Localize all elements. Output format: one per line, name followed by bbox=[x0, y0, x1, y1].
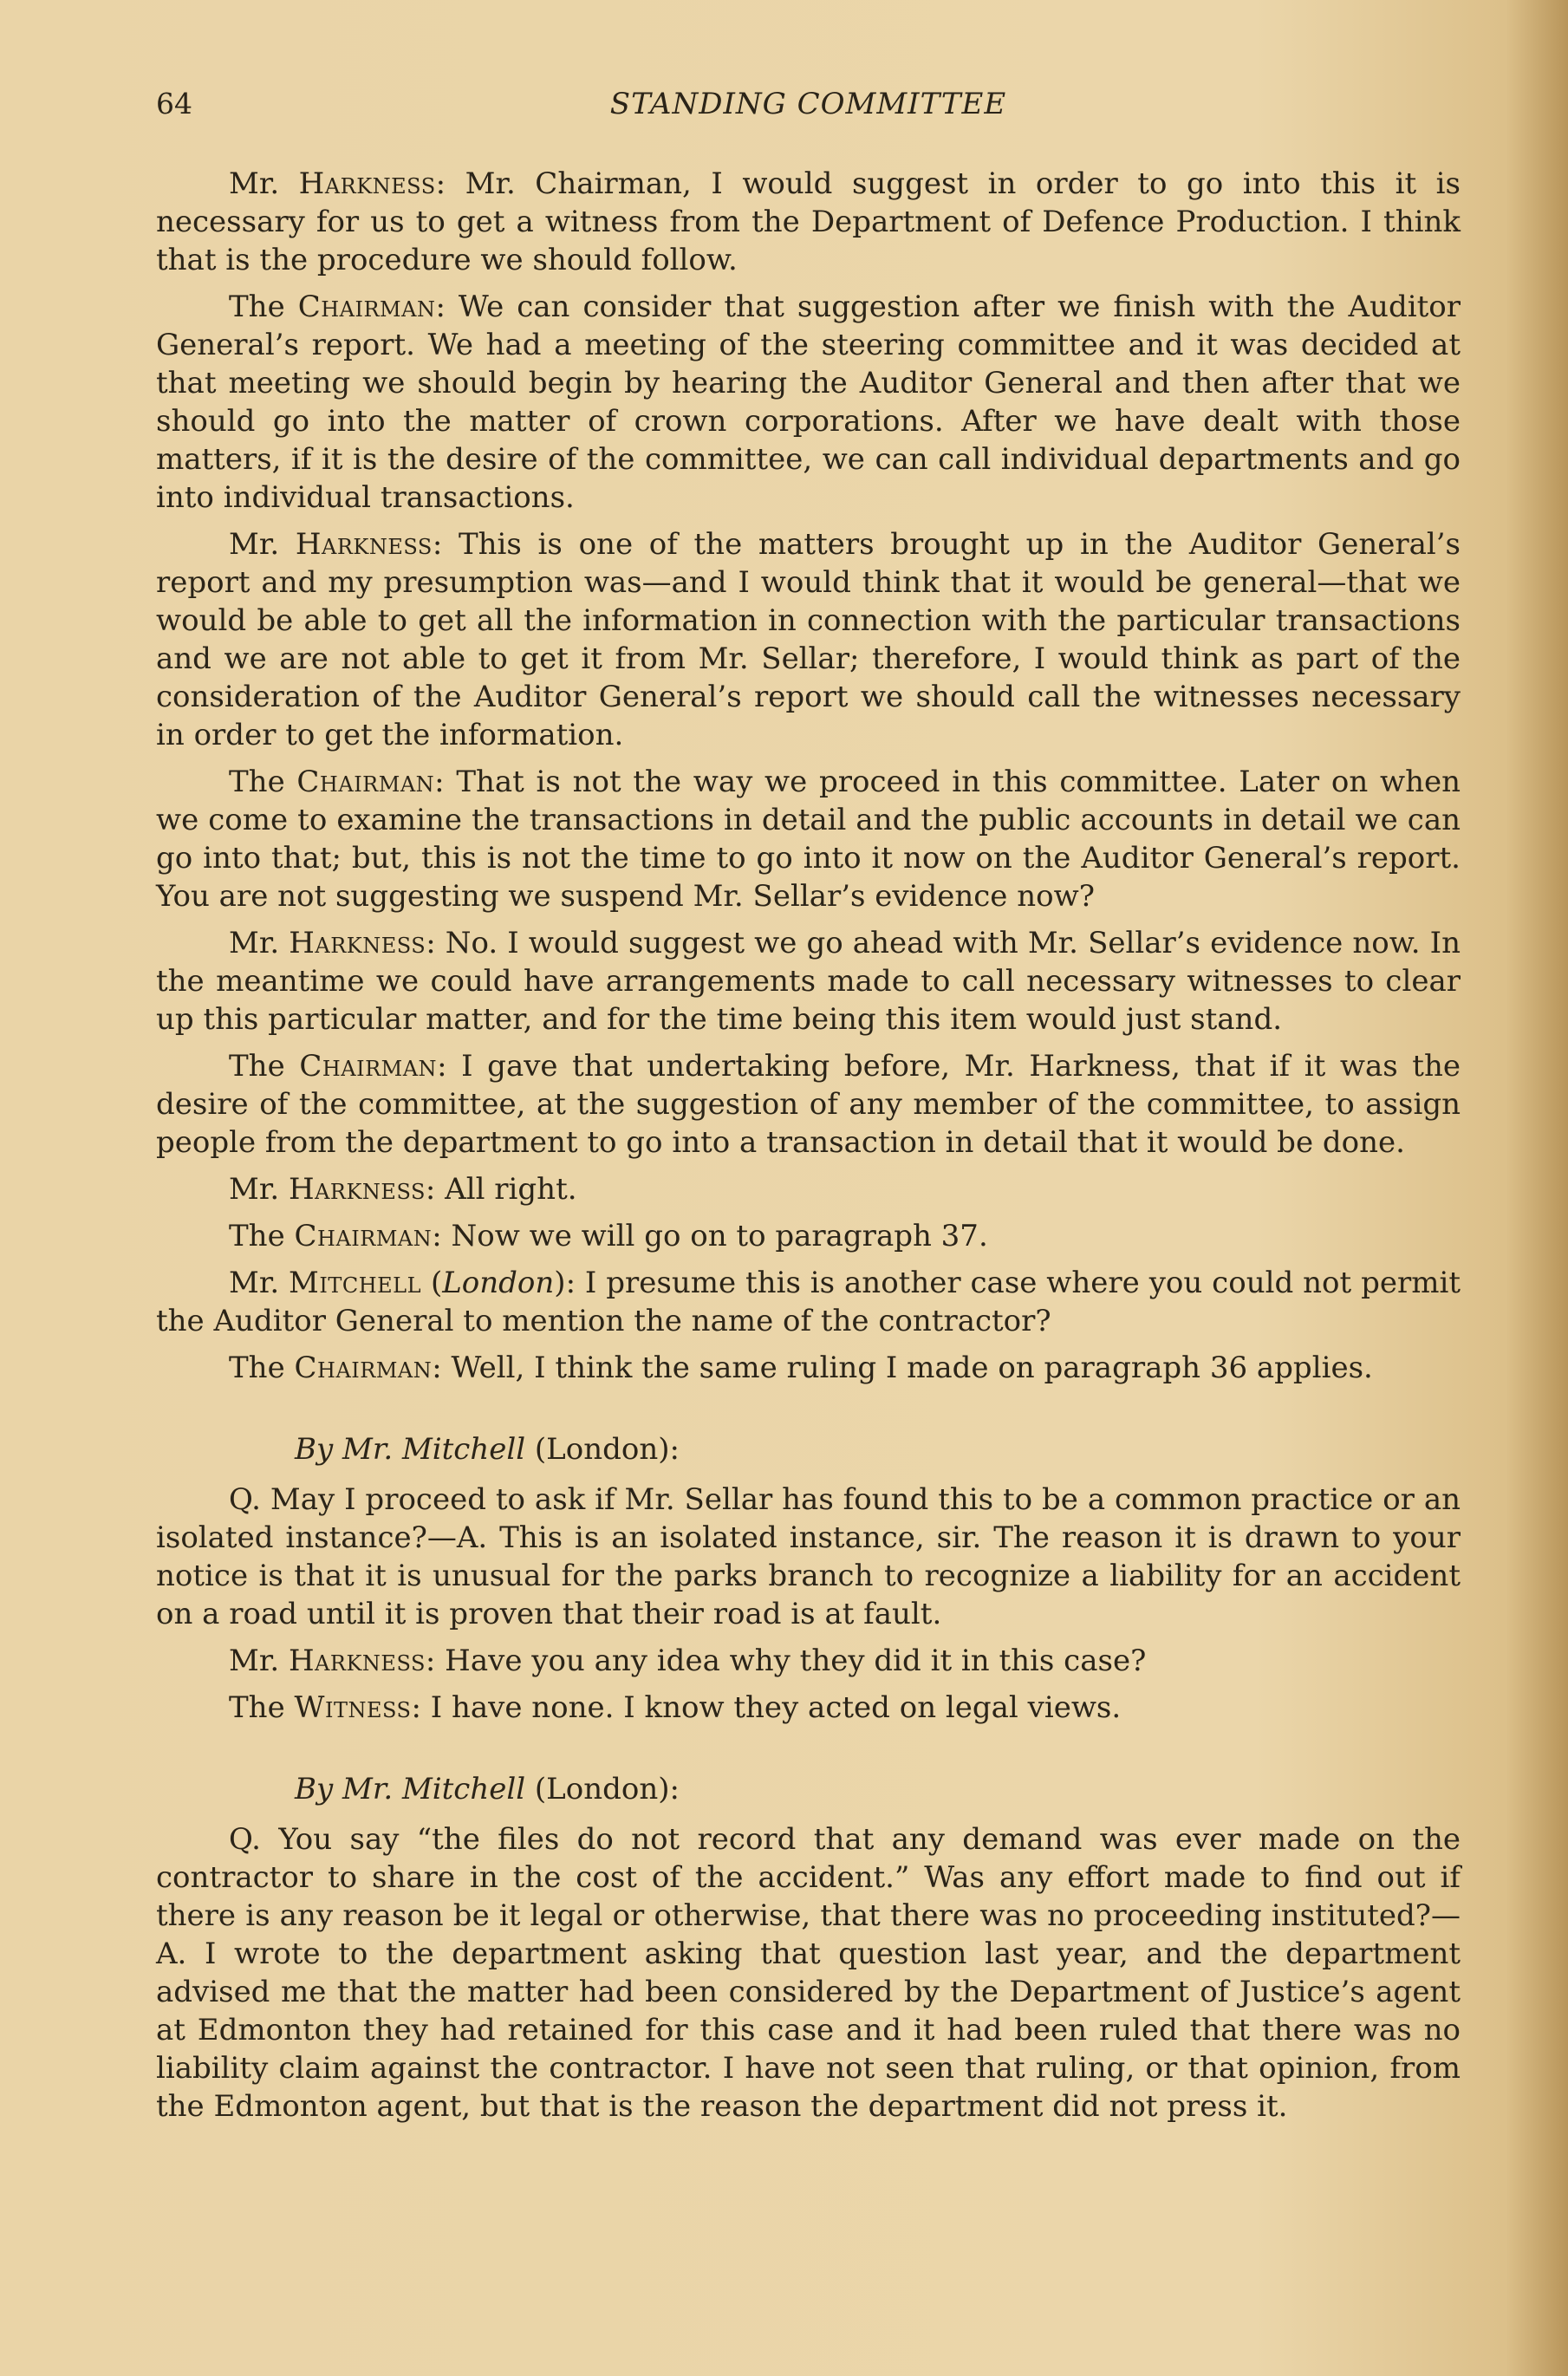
page-header bbox=[156, 87, 1461, 139]
speaker-name: Witness bbox=[294, 1690, 412, 1725]
paragraph-1: Mr. Harkness: Mr. Chairman, I would suggest in order to go into this it is necessary for us to get a witness from the Department of Defence Production. I think that is the procedure we should follow. bbox=[156, 166, 1461, 277]
examiner-subheading: By Mr. Mitchell (London): bbox=[295, 1772, 680, 1806]
paragraph-8: The Chairman: Now we will go on to paragraph 37. bbox=[229, 1219, 988, 1253]
page-number: 64 bbox=[156, 87, 192, 120]
paragraph-7: Mr. Harkness: All right. bbox=[229, 1172, 577, 1207]
page-body bbox=[156, 165, 1461, 2134]
speaker-name: Chairman bbox=[297, 290, 436, 324]
speaker-name: Mitchell bbox=[289, 1266, 422, 1300]
paragraph-2: The Chairman: We can consider that suggestion after we finish with the Auditor General’s report. We had a meeting of the steering committee and it was decided at that meeting we should begin by hearing the Auditor General and then after that we should go into the matter of crown corporations. After we have dealt with those matters, if it is the desire of the committee, we can call individual departments and go into individual transactions. bbox=[156, 290, 1461, 515]
speaker-name: Chairman bbox=[294, 1219, 433, 1253]
paragraph-4: The Chairman: That is not the way we proceed in this committee. Later on when we come to examine the transactions in detail and the public accounts in detail we can go into that; but, this is not the time to go into it now on the Auditor General’s report. You are not suggesting we suspend Mr. Sellar’s evidence now? bbox=[156, 765, 1461, 914]
paragraph-12: Mr. Harkness: Have you any idea why they did it in this case? bbox=[229, 1644, 1147, 1678]
speaker-name: Harkness bbox=[298, 166, 436, 201]
speaker-name: Harkness bbox=[289, 926, 426, 960]
speaker-name: Harkness bbox=[295, 527, 433, 562]
speaker-name: Harkness bbox=[288, 1644, 426, 1678]
paragraph-9: Mr. Mitchell (London): I presume this is another case where you could not permit the Auditor General to mention the name of the contractor? bbox=[156, 1266, 1461, 1338]
speaker-note: London bbox=[442, 1266, 555, 1300]
examiner-subheading: By Mr. Mitchell (London): bbox=[295, 1432, 680, 1467]
paragraph-10: The Chairman: Well, I think the same ruling I made on paragraph 36 applies. bbox=[229, 1351, 1373, 1385]
running-head: STANDING COMMITTEE bbox=[609, 87, 1007, 121]
speaker-name: Harkness bbox=[288, 1172, 426, 1207]
speaker-name: Chairman bbox=[296, 765, 435, 799]
paragraph-11: Q. May I proceed to ask if Mr. Sellar has found this to be a common practice or an isolated instance?—A. This is an isolated instance, sir. The reason it is drawn to your notice is that it is unusual for the parks branch to recognize a liability for an accident on a road until it is proven that their road is at fault. bbox=[156, 1482, 1461, 1631]
paragraph-6: The Chairman: I gave that undertaking before, Mr. Harkness, that if it was the desire of the committee, at the suggestion of any member of the committee, to assign people from the department to go into a transaction in detail that it would be done. bbox=[156, 1049, 1461, 1160]
paragraph-5: Mr. Harkness: No. I would suggest we go ahead with Mr. Sellar’s evidence now. In the meantime we could have arrangements made to call necessary witnesses to clear up this particular matter, and for the time being this item would just stand. bbox=[156, 926, 1461, 1037]
speaker-name: Chairman bbox=[299, 1049, 438, 1084]
paragraph-3: Mr. Harkness: This is one of the matters brought up in the Auditor General’s report and my presumption was—and I would think that it would be general—that we would be able to get all the information in connection with the particular transactions and we are not able to get it from Mr. Sellar; therefore, I would think as part of the consideration of the Auditor General’s report we should call the witnesses necessary in order to get the information. bbox=[156, 527, 1461, 752]
spacer bbox=[156, 1735, 1461, 1770]
spacer bbox=[156, 1396, 1461, 1430]
speaker-name: Chairman bbox=[294, 1351, 433, 1385]
paragraph-13: The Witness: I have none. I know they acted on legal views. bbox=[229, 1690, 1122, 1725]
paragraph-14: Q. You say “the files do not record that any demand was ever made on the contractor to share in the cost of the accident.” Was any effort made to find out if there is any reason be it legal or otherwise, that there was no proceeding instituted?—A. I wrote to the department asking that question last year, and the department advised me that the matter had been considered by the Department of Justice’s agent at Edmonton they had retained for this case and it had been ruled that there was no liability claim against the contractor. I have not seen that ruling, or that opinion, from the Edmonton agent, but that is the reason the department did not press it. bbox=[156, 1822, 1461, 2124]
